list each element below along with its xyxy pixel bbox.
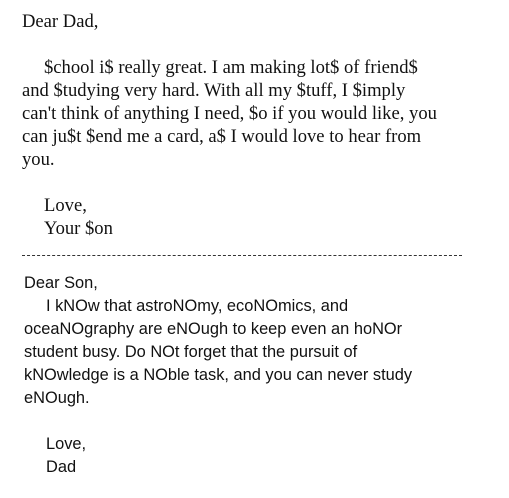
son-letter bbox=[22, 10, 502, 240]
dad-letter-body bbox=[24, 295, 504, 410]
dad-letter-signoff bbox=[24, 433, 504, 479]
son-letter-line: and $tudying very hard. With all my $tuff, I $imply bbox=[22, 80, 406, 101]
dad-letter bbox=[24, 272, 504, 479]
son-letter-body bbox=[22, 56, 502, 171]
son-letter-greeting: Dear Dad, bbox=[22, 11, 99, 32]
son-letter-signature: Your $on bbox=[44, 218, 113, 239]
dad-letter-closing: Love, bbox=[46, 435, 87, 453]
dad-letter-signature: Dad bbox=[46, 458, 77, 476]
dad-letter-line: eNOugh. bbox=[24, 389, 90, 407]
son-letter-closing: Love, bbox=[44, 195, 87, 216]
dad-letter-greeting: Dear Son, bbox=[24, 274, 98, 292]
son-letter-line: can ju$t $end me a card, a$ I would love to hear from bbox=[22, 126, 422, 147]
dad-letter-line: I kNOw that astroNOmy, ecoNOmics, and bbox=[46, 297, 349, 315]
dad-letter-line: kNOwledge is a NOble task, and you can never study bbox=[24, 366, 413, 384]
son-letter-line: $chool i$ really great. I am making lot$ of friend$ bbox=[44, 57, 418, 78]
son-letter-signoff bbox=[22, 194, 502, 240]
dad-letter-line: student busy. Do NOt forget that the pursuit of bbox=[24, 343, 358, 361]
son-letter-line: can't think of anything I need, $o if you would like, you bbox=[22, 103, 437, 124]
dashed-divider bbox=[22, 255, 462, 256]
son-letter-line: you. bbox=[22, 149, 55, 170]
dad-letter-line: oceaNOgraphy are eNOugh to keep even an hoNOr bbox=[24, 320, 403, 338]
